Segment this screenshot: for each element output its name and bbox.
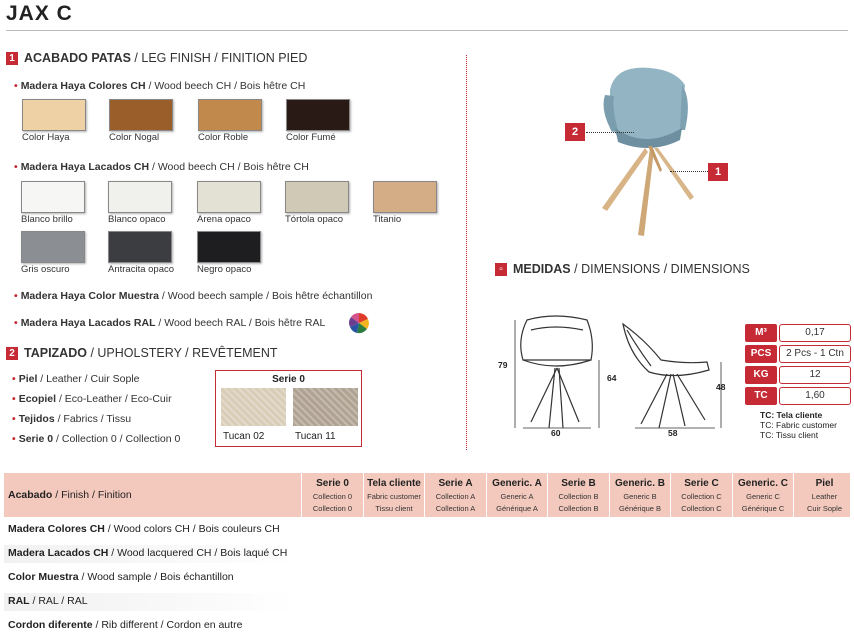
dim-seat-height: 64	[607, 373, 617, 383]
column-subtitle: Tissu client	[375, 504, 413, 513]
spec-value: 0,17	[779, 324, 851, 342]
column-subtitle: Générique C	[741, 504, 785, 513]
swatch-label: Arena opaco	[197, 214, 251, 225]
table-row	[8, 571, 234, 583]
column-title: Piel	[815, 478, 834, 489]
tc-note: TC: Fabric customer	[760, 420, 837, 430]
color-swatch	[285, 181, 349, 213]
table-column-header	[732, 473, 794, 517]
table-row-rest: / Wood lacquered CH / Bois laqué CH	[108, 547, 288, 559]
swatch-label: Blanco opaco	[108, 214, 166, 225]
dimensions-icon: ▫	[495, 263, 507, 276]
color-swatch	[373, 181, 437, 213]
table-row-bold: RAL	[8, 595, 30, 607]
fabric-label: Tucan 02	[223, 431, 265, 442]
column-subtitle: Collection B	[558, 504, 599, 513]
sample-heading: • Madera Haya Color Muestra / Wood beech sample / Bois hêtre échantillon	[14, 290, 373, 302]
table-head-label	[8, 489, 132, 501]
section-title-rest: / DIMENSIONS / DIMENSIONS	[570, 262, 750, 276]
table-row-bold: Color Muestra	[8, 571, 79, 583]
section-number: 2	[6, 347, 18, 360]
column-subtitle: Collection C	[681, 504, 722, 513]
table-column-header	[670, 473, 732, 517]
column-title: Generic. B	[614, 478, 666, 489]
spec-value: 12	[779, 366, 851, 384]
section-title-rest: / UPHOLSTERY / REVÊTEMENT	[86, 346, 278, 360]
upholstery-item-bold: Tejidos	[18, 413, 55, 425]
column-title: Serie C	[684, 478, 719, 489]
column-subtitle: Collection C	[681, 492, 722, 501]
column-title: Serie A	[438, 478, 473, 489]
spec-key: PCS	[745, 345, 777, 363]
color-swatch	[198, 99, 262, 131]
color-swatch	[108, 231, 172, 263]
chair-image	[590, 60, 710, 240]
upholstery-item-bold: Serie 0	[18, 433, 54, 445]
color-swatch	[22, 99, 86, 131]
title-divider	[6, 30, 848, 31]
spec-value: 2 Pcs - 1 Ctn	[779, 345, 851, 363]
swatch-label: Color Fumé	[286, 132, 336, 143]
upholstery-item-rest: / Collection 0 / Collection 0	[53, 433, 181, 445]
swatch-label: Color Nogal	[109, 132, 160, 143]
sample-rest: / Wood beech sample / Bois hêtre échantillon	[158, 290, 373, 302]
swatch-label: Titanio	[373, 214, 402, 225]
wood-colors-heading: • Madera Haya Colores CH / Wood beech CH / Bois hêtre CH	[14, 80, 306, 92]
table-row	[8, 547, 287, 559]
swatch-label: Color Roble	[198, 132, 249, 143]
table-row	[8, 595, 88, 607]
spec-row	[745, 366, 851, 384]
callout-line	[586, 132, 634, 133]
swatch-label: Antracita opaco	[108, 264, 175, 275]
column-title: Serie B	[561, 478, 596, 489]
callout-line	[670, 171, 708, 172]
table-row-bold: Madera Colores CH	[8, 523, 105, 535]
color-swatch	[109, 99, 173, 131]
upholstery-item-rest: / Fabrics / Tissu	[54, 413, 132, 425]
spec-row	[745, 387, 851, 405]
side-view-drawing	[615, 320, 735, 430]
column-subtitle: Fabric customer	[367, 492, 421, 501]
upholstery-item-rest: / Leather / Cuir Sople	[37, 373, 140, 385]
table-column-header	[424, 473, 486, 517]
lacquered-rest: / Wood beech CH / Bois hêtre CH	[149, 161, 309, 173]
swatch-label: Negro opaco	[197, 264, 252, 275]
section-title-rest: / LEG FINISH / FINITION PIED	[130, 51, 308, 65]
ral-color-wheel-icon	[347, 312, 371, 334]
color-swatch	[21, 181, 85, 213]
column-subtitle: Cuir Sople	[806, 504, 843, 513]
dim-seat: 48	[716, 382, 726, 392]
section-title-bold: ACABADO PATAS	[24, 51, 131, 65]
swatch-label: Tórtola opaco	[285, 214, 344, 225]
table-head-rest: / Finish / Finition	[52, 489, 132, 501]
color-swatch	[108, 181, 172, 213]
fabric-swatch	[293, 388, 358, 426]
section-number: 1	[6, 52, 18, 65]
section-dimensions-header	[495, 262, 750, 276]
section-upholstery-header	[6, 346, 278, 360]
column-divider	[466, 55, 467, 450]
color-swatch	[197, 181, 261, 213]
column-subtitle: Collection 0	[312, 504, 353, 513]
table-column-header	[547, 473, 609, 517]
swatch-label: Blanco brillo	[21, 214, 73, 225]
column-subtitle: Générique A	[496, 504, 538, 513]
swatch-label: Color Haya	[22, 132, 70, 143]
table-row	[8, 523, 280, 535]
table-column-header	[486, 473, 548, 517]
serie-0-box	[215, 370, 362, 447]
column-subtitle: Collection A	[435, 504, 476, 513]
upholstery-item-rest: / Eco-Leather / Eco-Cuir	[56, 393, 172, 405]
callout-badge-1: 1	[708, 163, 728, 181]
column-title: Generic. C	[737, 478, 789, 489]
lacquered-heading: • Madera Haya Lacados CH / Wood beech CH / Bois hêtre CH	[14, 161, 309, 173]
dim-width: 60	[551, 428, 561, 438]
spec-table	[745, 324, 851, 408]
column-title: Serie 0	[316, 478, 349, 489]
finish-table-header	[4, 473, 850, 517]
tc-note: TC: Tissu client	[760, 430, 819, 440]
spec-key: KG	[745, 366, 777, 384]
swatch-label: Gris oscuro	[21, 264, 70, 275]
table-column-header	[301, 473, 363, 517]
fabric-label: Tucan 11	[295, 431, 336, 442]
ral-heading: • Madera Haya Lacados RAL / Wood beech RAL / Bois hêtre RAL	[14, 317, 326, 329]
table-row	[8, 619, 242, 631]
table-column-header	[609, 473, 671, 517]
callout-badge-2: 2	[565, 123, 585, 141]
wood-colors-bold: Madera Haya Colores CH	[20, 80, 146, 92]
upholstery-item-bold: Piel	[18, 373, 38, 385]
spec-value: 1,60	[779, 387, 851, 405]
column-subtitle: Collection 0	[312, 492, 353, 501]
color-swatch	[21, 231, 85, 263]
table-row-rest: / Wood sample / Bois échantillon	[78, 571, 234, 583]
column-subtitle: Leather	[811, 492, 838, 501]
section-title-bold: TAPIZADO	[24, 346, 87, 360]
upholstery-item: • Piel / Leather / Cuir Sople	[12, 373, 140, 385]
column-subtitle: Generic C	[746, 492, 780, 501]
upholstery-item-bold: Ecopiel	[18, 393, 57, 405]
page-title: JAX C	[6, 2, 73, 25]
section-leg-finish-header	[6, 51, 307, 65]
section-title-bold: MEDIDAS	[513, 262, 571, 276]
column-title: Generic. A	[492, 478, 542, 489]
spec-key: M³	[745, 324, 777, 342]
table-column-header	[793, 473, 854, 517]
upholstery-item: • Tejidos / Fabrics / Tissu	[12, 413, 132, 425]
column-subtitle: Collection B	[558, 492, 599, 501]
table-row-bold: Cordon diferente	[8, 619, 93, 631]
column-subtitle: Generic B	[623, 492, 657, 501]
table-head-bold: Acabado	[8, 489, 53, 501]
spec-row	[745, 324, 851, 342]
column-title: Tela cliente	[367, 478, 421, 489]
column-subtitle: Collection A	[435, 492, 476, 501]
ral-bold: Madera Haya Lacados RAL	[20, 317, 156, 329]
table-row-bold: Madera Lacados CH	[8, 547, 109, 559]
column-subtitle: Générique B	[618, 504, 662, 513]
ral-rest: / Wood beech RAL / Bois hêtre RAL	[155, 317, 326, 329]
serie-box-title: Serie 0	[272, 374, 305, 385]
column-subtitle: Generic A	[500, 492, 534, 501]
table-row-rest: / Wood colors CH / Bois couleurs CH	[104, 523, 280, 535]
upholstery-item: • Serie 0 / Collection 0 / Collection 0	[12, 433, 181, 445]
fabric-swatch	[221, 388, 286, 426]
color-swatch	[197, 231, 261, 263]
sample-bold: Madera Haya Color Muestra	[20, 290, 159, 302]
dim-depth: 58	[668, 428, 678, 438]
tc-note: TC: Tela cliente	[760, 410, 823, 420]
color-swatch	[286, 99, 350, 131]
spec-key: TC	[745, 387, 777, 405]
upholstery-item: • Ecopiel / Eco-Leather / Eco-Cuir	[12, 393, 172, 405]
table-row-rest: / Rib different / Cordon en autre	[92, 619, 243, 631]
tc-notes	[760, 410, 837, 440]
table-column-header	[363, 473, 425, 517]
wood-colors-rest: / Wood beech CH / Bois hêtre CH	[145, 80, 306, 92]
spec-row	[745, 345, 851, 363]
dim-height: 79	[498, 360, 508, 370]
lacquered-bold: Madera Haya Lacados CH	[20, 161, 150, 173]
table-row-rest: / RAL / RAL	[29, 595, 88, 607]
front-view-drawing	[495, 310, 615, 440]
